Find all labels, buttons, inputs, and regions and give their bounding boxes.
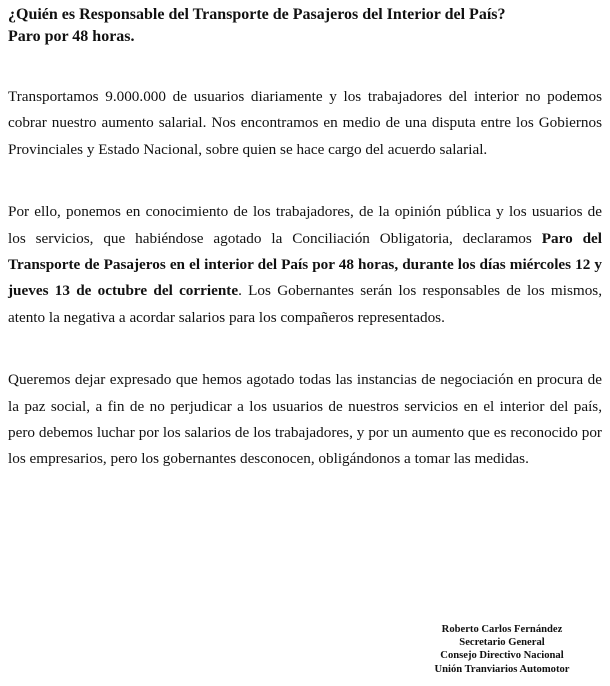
signatory-name: Roberto Carlos Fernández <box>441 624 563 635</box>
signatory-organization: Unión Tranviarios Automotor <box>434 663 570 675</box>
paragraph-3: Queremos dejar expresado que hemos agotado todas las instancias de negociación en procura de la paz social, a fin de no perjudicar a los usuarios de nuestros servicios en el interior del país, pero debemos luchar por los salarios de los trabajadores, y por un aumento que es reconocido por los empresarios, pero los gobernantes desconocen, obligándonos a tomar las medidas. <box>8 371 602 468</box>
document-title: ¿Quién es Responsable del Transporte de Pasajeros del Interior del País? <box>8 6 506 23</box>
document-page <box>8 4 602 473</box>
paragraph-1: Transportamos 9.000.000 de usuarios diariamente y los trabajadores del interior no podemos cobrar nuestro aumento salarial. Nos encontramos en medio de una disputa entre los Gobiernos Provinciales y Estado Nacional, sobre quien se hace cargo del acuerdo salarial. <box>8 88 602 158</box>
document-subtitle: Paro por 48 horas. <box>8 28 135 45</box>
document-heading <box>8 4 602 48</box>
signatory-body: Consejo Directivo Nacional <box>440 650 564 662</box>
paragraph-2-strike-announcement: Paro del Transporte de Pasajeros en el interior del País por 48 horas, durante los días miércoles 12 y jueves 13 de octubre del corriente <box>8 229 602 300</box>
signature-block <box>412 623 592 676</box>
paragraph-2 <box>8 199 602 331</box>
paragraph-2-intro: Por ello, ponemos en conocimiento de los trabajadores, de la opinión pública y los usuarios de los servicios, que habiéndose agotado la Conciliación Obligatoria, declaramos <box>8 203 602 247</box>
paragraph-2-outro: . Los Gobernantes serán los responsables de los mismos, atento la negativa a acordar salarios para los compañeros representados. <box>8 282 602 326</box>
signatory-role: Secretario General <box>459 637 545 649</box>
